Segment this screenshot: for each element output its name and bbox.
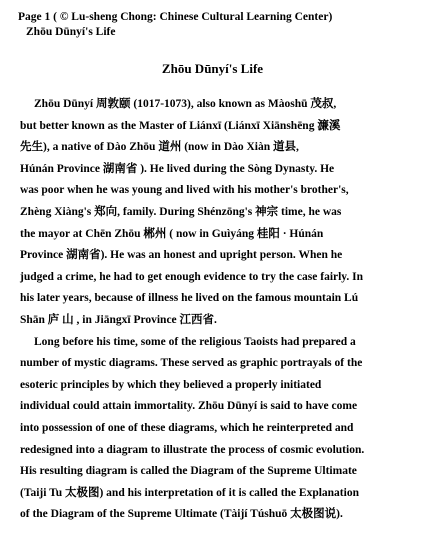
text-line: Shān 庐 山 , in Jiāngxī Province 江西省. [20,313,217,326]
text-line: was poor when he was young and lived with his mother's brother's, [20,184,349,197]
text-line: into possession of one of these diagrams, which he reinterpreted and [20,421,354,434]
text-line: His resulting diagram is called the Diagram of the Supreme Ultimate [20,465,357,478]
text-line: esoteric principles by which they believed a properly initiated [20,378,322,391]
body-text [20,94,408,526]
text-line: Province 湖南省). He was an honest and upright person. When he [20,249,343,262]
text-line: the mayor at Chēn Zhōu 郴州 ( now in Guìyáng 桂阳 · Húnán [20,227,324,240]
text-line: Zhōu Dūnyí 周敦颐 (1017-1073), also known as Màoshū 茂叔, [34,98,337,110]
text-line: of the Diagram of the Supreme Ultimate (Tàijí Túshuō 太极图说). [20,508,343,521]
text-line: Zhèng Xiàng's 郑向, family. During Shénzōng's 神宗 time, he was [20,205,342,218]
text-line: Long before his time, some of the religious Taoists had prepared a [34,335,356,348]
text-line: number of mystic diagrams. These served as graphic portrayals of the [20,357,363,370]
text-line: individual could attain immortality. Zhōu Dūnyí is said to have come [20,400,358,413]
page-header [18,10,332,40]
text-line: his later years, because of illness he lived on the famous mountain Lú [20,292,359,305]
header-line-1: Page 1 ( © Lu-sheng Chong: Chinese Cultural Learning Center) [18,11,333,23]
text-line: but better known as the Master of Liánxī (Liánxī Xiānshēng 濂溪 [20,119,341,132]
text-line: Húnán Province 湖南省 ). He lived during the Sòng Dynasty. He [20,162,335,175]
text-line: (Taiji Tu 太极图) and his interpretation of it is called the Explanation [20,486,359,499]
page-title: Zhōu Dūnyí's Life [161,61,264,76]
text-line: judged a crime, he had to get enough evidence to try the case fairly. In [20,270,364,283]
header-line-2: Zhōu Dūnyí's Life [26,26,116,38]
text-line: redesigned into a diagram to illustrate the process of cosmic evolution. [20,443,365,456]
text-line: 先生), a native of Dào Zhōu 道州 (now in Dào Xiàn 道县, [20,141,299,154]
